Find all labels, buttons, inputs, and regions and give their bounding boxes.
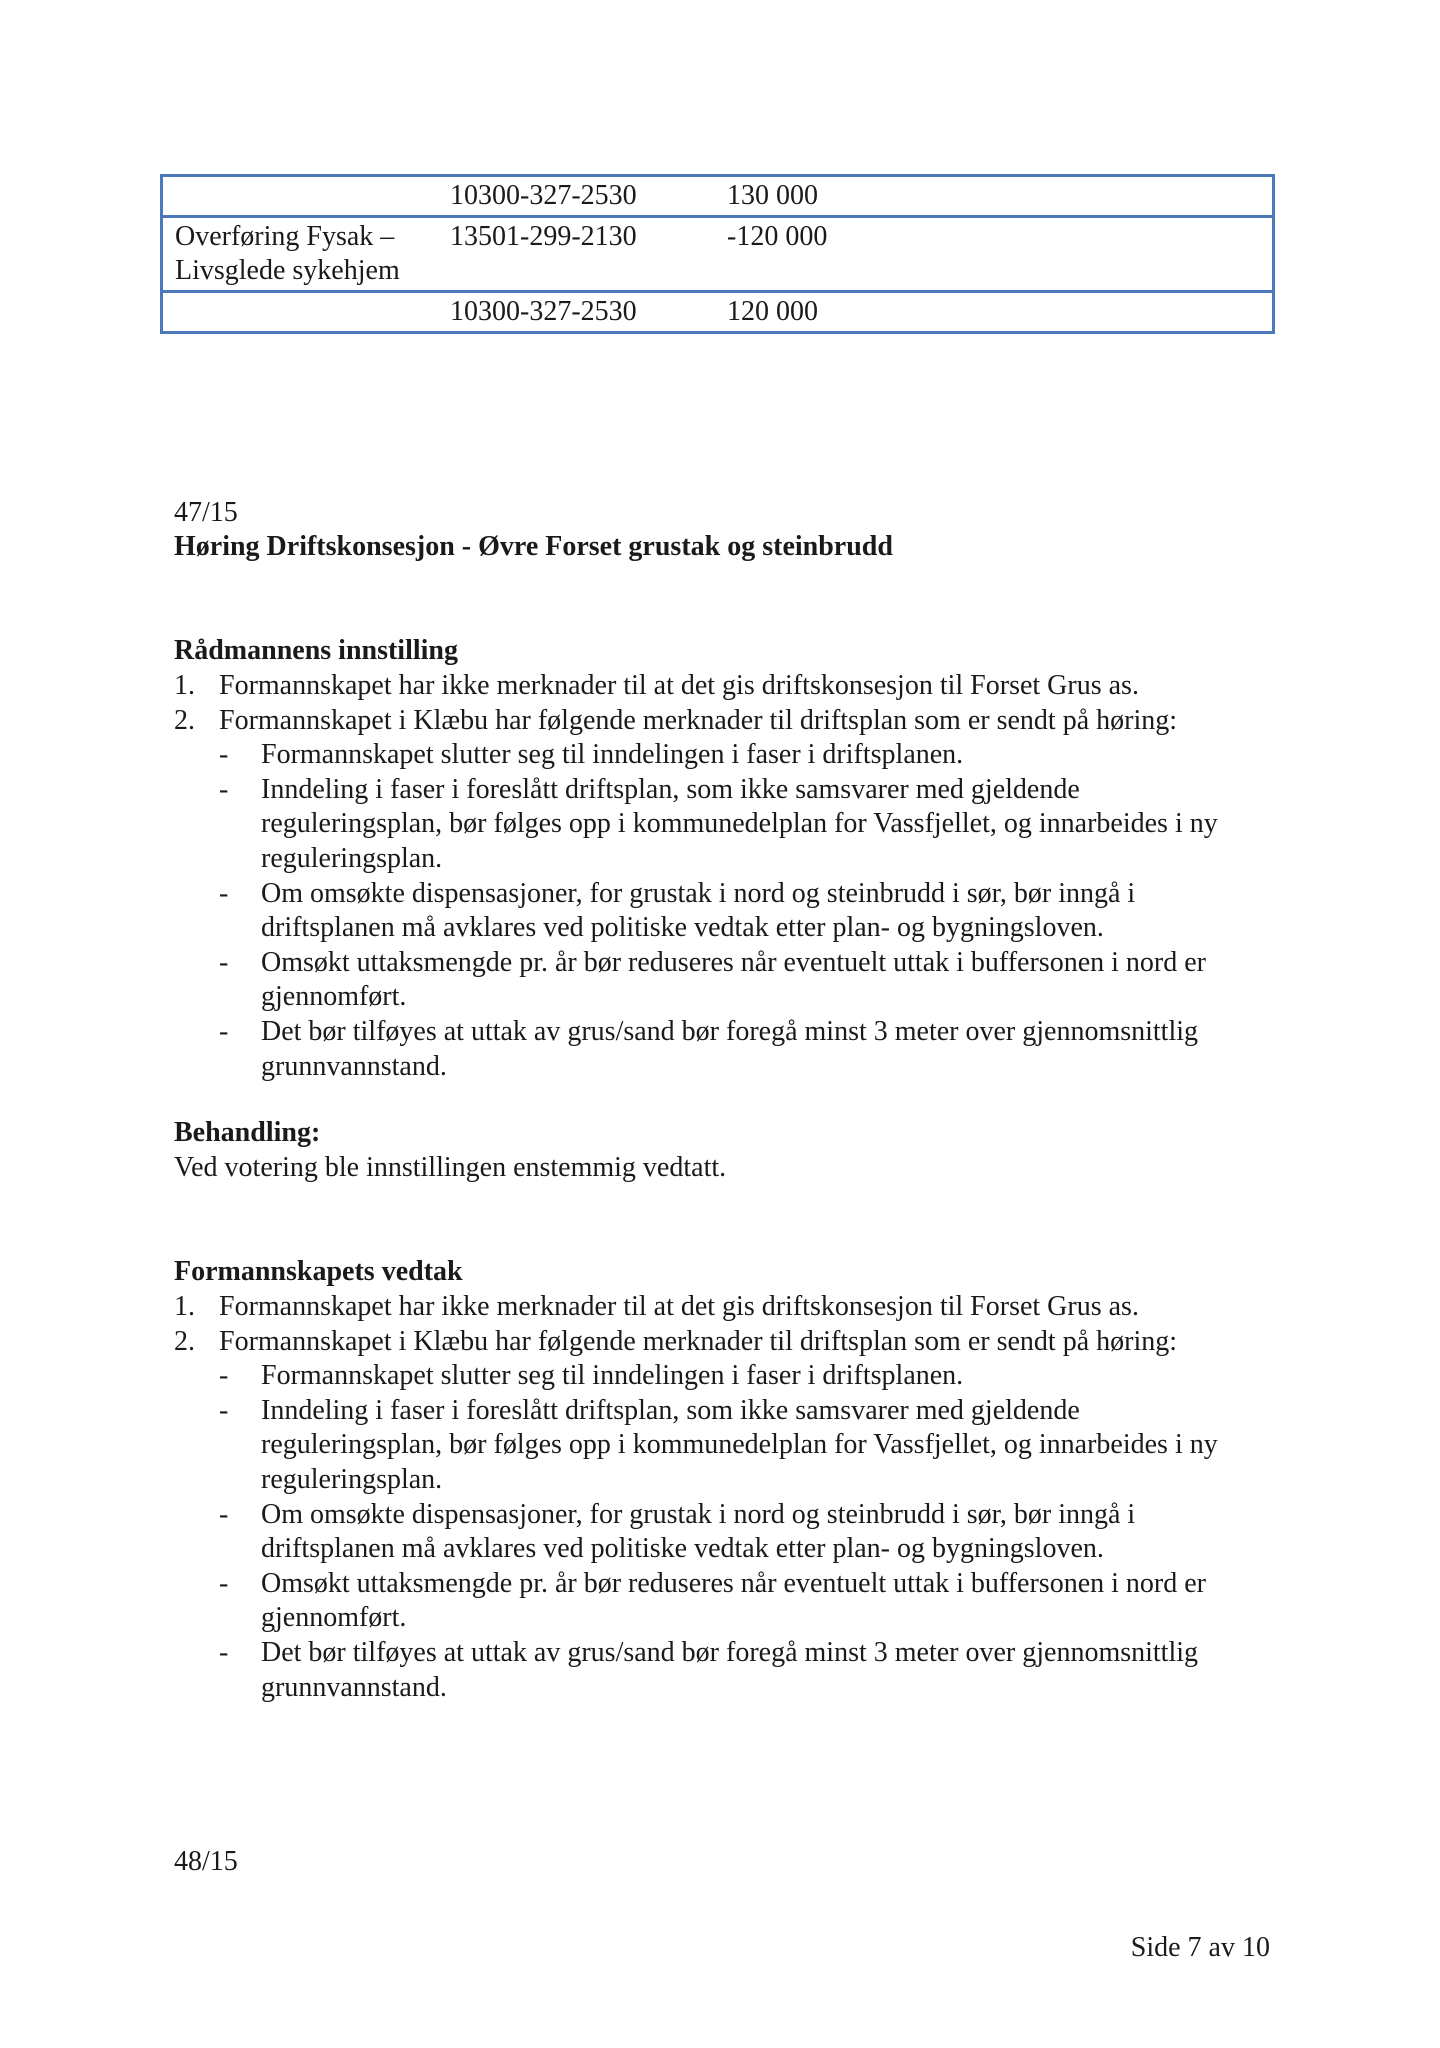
list-marker: - — [219, 1394, 229, 1426]
row-account: 10300-327-2530 — [450, 292, 727, 333]
list-marker: - — [219, 1567, 229, 1599]
list-item-text: Inndeling i faser i foreslått driftsplan, som ikke samsvarer med gjeldende reguleringsplan, bør følges opp i kommunedelplan for Vassfjellet, og innarbeides i ny reguleringsplan. — [261, 1394, 1218, 1495]
list-item — [174, 1290, 1341, 1325]
case-title: Høring Driftskonsesjon - Øvre Forset grustak og steinbrudd — [174, 531, 893, 562]
list-item-text: Det bør tilføyes at uttak av grus/sand bør foregå minst 3 meter over gjennomsnittlig grunnvannstand. — [261, 1015, 1199, 1082]
list-marker: 2. — [174, 704, 195, 736]
list-item-text: Om omsøkte dispensasjoner, for grustak i nord og steinbrudd i sør, bør inngå i driftsplanen må avklares ved politiske vedtak etter plan- og bygningsloven. — [261, 877, 1136, 944]
list-marker: - — [219, 1498, 229, 1530]
list-item — [174, 1394, 1261, 1498]
treatment-text: Ved votering ble innstillingen enstemmig vedtatt. — [174, 1152, 727, 1183]
row-amount: -120 000 — [727, 217, 1274, 292]
list-item — [174, 669, 1341, 704]
table-row — [162, 217, 1274, 292]
recommendation-list — [174, 669, 1341, 1084]
list-marker: - — [219, 1360, 229, 1392]
list-item — [174, 946, 1261, 1015]
row-amount: 120 000 — [727, 292, 1274, 333]
dash-sublist — [174, 1359, 1341, 1705]
row-label — [162, 292, 451, 333]
list-marker: - — [219, 877, 229, 909]
list-item-text: Det bør tilføyes at uttak av grus/sand bør foregå minst 3 meter over gjennomsnittlig grunnvannstand. — [261, 1636, 1199, 1703]
list-marker: 1. — [174, 1291, 195, 1322]
budget-table — [160, 174, 1275, 334]
list-item — [174, 1015, 1261, 1084]
list-item — [174, 877, 1261, 946]
list-marker: - — [219, 946, 229, 978]
page-number: Side 7 av 10 — [1130, 1932, 1270, 1963]
list-item-text: Formannskapet har ikke merknader til at det gis driftskonsesjon til Forset Grus as. — [219, 670, 1139, 701]
row-label: Overføring Fysak – Livsglede sykehjem — [162, 217, 451, 292]
list-marker: - — [219, 1636, 229, 1668]
list-item-text: Omsøkt uttaksmengde pr. år bør reduseres når eventuelt uttak i buffersonen i nord er gjennomført. — [261, 1567, 1206, 1634]
list-item-text: Formannskapet har ikke merknader til at det gis driftskonsesjon til Forset Grus as. — [219, 1291, 1139, 1322]
list-item-text: Om omsøkte dispensasjoner, for grustak i nord og steinbrudd i sør, bør inngå i driftsplanen må avklares ved politiske vedtak etter plan- og bygningsloven. — [261, 1498, 1136, 1565]
list-item — [174, 1498, 1261, 1567]
decision-heading: Formannskapets vedtak — [174, 1256, 463, 1287]
table-row — [162, 292, 1274, 333]
list-item — [174, 1325, 1341, 1360]
row-amount: 130 000 — [727, 180, 818, 211]
list-marker: 1. — [174, 670, 195, 701]
recommendation-heading: Rådmannens innstilling — [174, 635, 458, 666]
treatment-heading: Behandling: — [174, 1117, 321, 1148]
list-item — [174, 1359, 1341, 1394]
case-number: 47/15 — [174, 497, 238, 528]
list-item-text: Inndeling i faser i foreslått driftsplan, som ikke samsvarer med gjeldende reguleringsplan, bør følges opp i kommunedelplan for Vassfjellet, og innarbeides i ny reguleringsplan. — [261, 773, 1218, 874]
list-item — [174, 1567, 1261, 1636]
row-account: 13501-299-2130 — [450, 217, 727, 292]
list-item-text: Formannskapet i Klæbu har følgende merknader til driftsplan som er sendt på høring: — [219, 704, 1178, 736]
list-item — [174, 738, 1341, 773]
list-item — [174, 773, 1261, 877]
list-item-text: Formannskapet slutter seg til inndelingen i faser i driftsplanen. — [261, 1360, 964, 1392]
list-item-text: Omsøkt uttaksmengde pr. år bør reduseres når eventuelt uttak i buffersonen i nord er gjennomført. — [261, 946, 1206, 1013]
list-item — [174, 704, 1341, 739]
dash-sublist — [174, 738, 1341, 1084]
decision-list — [174, 1290, 1341, 1705]
row-account: 10300-327-2530 — [450, 180, 637, 211]
list-item-text: Formannskapet i Klæbu har følgende merknader til driftsplan som er sendt på høring: — [219, 1325, 1178, 1357]
list-marker: - — [219, 739, 229, 771]
list-marker: - — [219, 773, 229, 805]
list-marker: 2. — [174, 1325, 195, 1357]
list-marker: - — [219, 1015, 229, 1047]
list-item-text: Formannskapet slutter seg til inndelingen i faser i driftsplanen. — [261, 739, 964, 771]
list-item — [174, 1636, 1261, 1705]
case-number: 48/15 — [174, 1846, 238, 1877]
table-row — [162, 176, 1274, 217]
row-label — [162, 176, 451, 217]
